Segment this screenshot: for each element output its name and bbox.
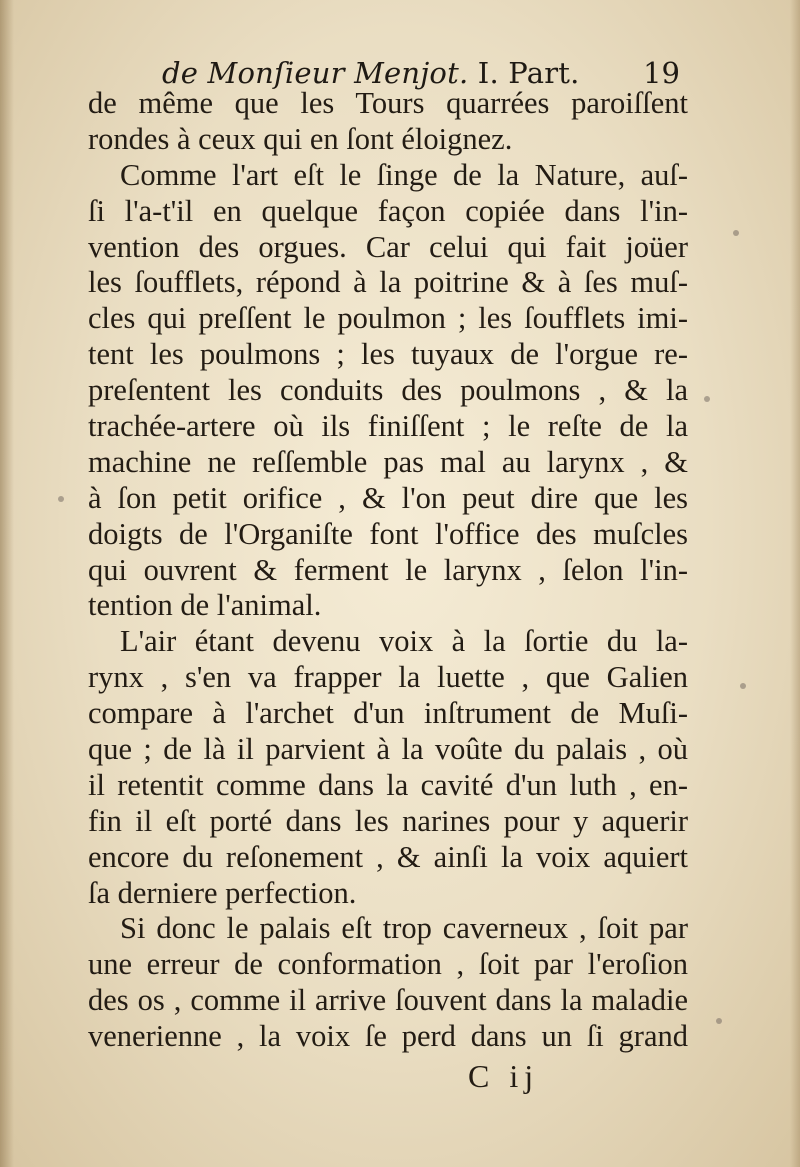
text-line: des os , comme il arrive ſouvent dans la maladie xyxy=(88,983,688,1018)
text-line: ſi l'a-t'il en quelque façon copiée dans l'in- xyxy=(88,193,688,228)
text-line: tention de l'animal. xyxy=(88,588,322,623)
text-line: L'air étant devenu voix à la ſortie du la- xyxy=(120,624,688,659)
text-line: les ſoufflets, répond à la poitrine & à ſes muſ- xyxy=(88,265,688,300)
text-line: à ſon petit orifice , & l'on peut dire que les xyxy=(88,480,688,515)
signature-mark: C ij xyxy=(468,1058,540,1094)
text-line: encore du reſonement , & ainſi la voix aquiert xyxy=(88,839,688,874)
text-line: cles qui preſſent le poulmon ; les ſoufflets imi- xyxy=(88,301,688,336)
text-line: doigts de l'Organiſte font l'office des muſcles xyxy=(88,516,688,551)
text-line: rynx , s'en va frapper la luette , que Galien xyxy=(88,660,688,695)
paper-speck xyxy=(733,230,739,236)
text-line: trachée-artere où ils finiſſent ; le reſte de la xyxy=(88,409,688,444)
text-line: preſentent les conduits des poulmons , & la xyxy=(88,373,688,408)
text-line: Si donc le palais eſt trop caverneux , ſoit par xyxy=(120,911,688,946)
paper-speck xyxy=(716,1018,722,1024)
paper-speck xyxy=(58,496,64,502)
paper-speck xyxy=(740,683,746,689)
page-number: 19 xyxy=(643,56,680,90)
text-line: vention des orgues. Car celui qui fait joüer xyxy=(88,229,688,264)
text-line: que ; de là il parvient à la voûte du palais , où xyxy=(88,732,688,767)
text-line: rondes à ceux qui en ſont éloignez. xyxy=(88,121,513,156)
text-line: une erreur de conformation , ſoit par l'eroſion xyxy=(88,947,688,982)
body-text xyxy=(88,86,688,1055)
paper-speck xyxy=(704,396,710,402)
text-line: de même que les Tours quarrées paroiſſent xyxy=(88,86,688,120)
text-line: machine ne reſſemble pas mal au larynx , & xyxy=(88,444,688,479)
text-line: il retentit comme dans la cavité d'un luth , en- xyxy=(88,767,688,802)
text-line: compare à l'archet d'un inſtrument de Muſi- xyxy=(88,696,688,731)
text-line: venerienne , la voix ſe perd dans un ſi grand xyxy=(88,1019,688,1054)
text-line: tent les poulmons ; les tuyaux de l'orgue re- xyxy=(88,337,688,372)
text-line: fin il eſt porté dans les narines pour y aquerir xyxy=(88,803,688,838)
text-line: Comme l'art eſt le ſinge de la Nature, auſ- xyxy=(120,157,688,192)
text-line: qui ouvrent & ferment le larynx , ſelon l'in- xyxy=(88,552,688,587)
running-head-author: de Monſieur Menjot. xyxy=(162,56,469,90)
text-line: ſa derniere perfection. xyxy=(88,875,357,910)
running-head-part: I. Part. xyxy=(477,56,580,90)
running-head xyxy=(162,56,580,90)
